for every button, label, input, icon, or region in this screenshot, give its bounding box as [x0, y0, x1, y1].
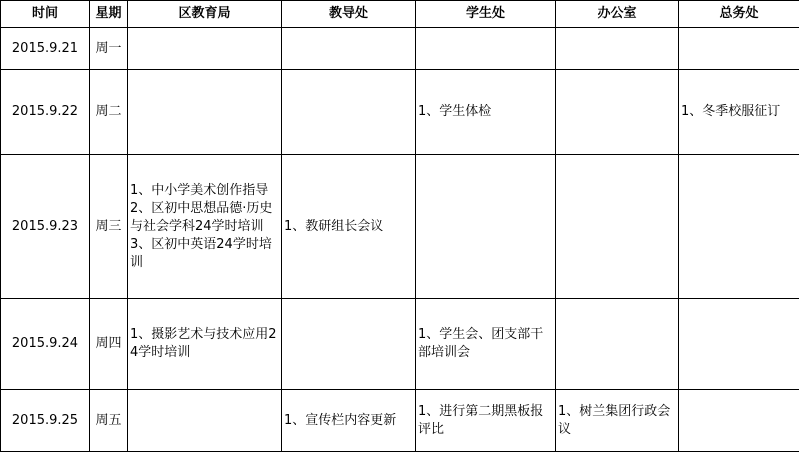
general-cell [679, 299, 799, 390]
office-cell [556, 70, 679, 155]
teaching-cell [282, 155, 416, 299]
header-admin-office: 办公室 [556, 1, 679, 28]
student-cell [416, 155, 556, 299]
district-cell [128, 28, 282, 70]
header-weekday: 星期 [90, 1, 128, 28]
weekday-cell: 周三 [90, 155, 128, 299]
district-cell [128, 299, 282, 390]
schedule-row [1, 390, 799, 452]
office-cell [556, 155, 679, 299]
district-cell [128, 155, 282, 299]
teaching-cell [282, 390, 416, 452]
teaching-cell [282, 70, 416, 155]
date-cell: 2015.9.22 [1, 70, 90, 155]
student-cell [416, 299, 556, 390]
student-cell [416, 70, 556, 155]
date-cell: 2015.9.24 [1, 299, 90, 390]
schedule-row [1, 28, 799, 70]
weekday-cell: 周一 [90, 28, 128, 70]
task-item: 1、进行第二期黑板报评比 [418, 403, 544, 437]
date-cell: 2015.9.23 [1, 155, 90, 299]
task-item: 1、学生会、团支部干部培训会 [418, 327, 544, 360]
date-cell: 2015.9.25 [1, 390, 90, 452]
header-district-bureau: 区教育局 [128, 1, 282, 28]
header-row [1, 1, 799, 28]
header-time: 时间 [1, 1, 90, 28]
general-cell [679, 28, 799, 70]
header-student-office: 学生处 [416, 1, 556, 28]
task-item: 1、学生体检 [418, 104, 492, 119]
task-item: 1、摄影艺术与技术应用24学时培训 [130, 327, 277, 360]
district-cell [128, 390, 282, 452]
teaching-cell [282, 28, 416, 70]
date-cell: 2015.9.21 [1, 28, 90, 70]
student-cell [416, 390, 556, 452]
header-teaching-office: 教导处 [282, 1, 416, 28]
office-cell [556, 299, 679, 390]
header-general-affairs: 总务处 [679, 1, 799, 28]
task-item: 1、教研组长会议 [284, 218, 384, 234]
general-cell [679, 70, 799, 155]
task-item: 1、宣传栏内容更新 [284, 412, 397, 428]
weekday-cell: 周五 [90, 390, 128, 452]
general-cell [679, 390, 799, 452]
teaching-cell [282, 299, 416, 390]
schedule-row [1, 155, 799, 299]
general-cell [679, 155, 799, 299]
office-cell [556, 28, 679, 70]
schedule-row [1, 299, 799, 390]
schedule-row [1, 70, 799, 155]
task-item: 1、树兰集团行政会议 [558, 403, 671, 437]
student-cell [416, 28, 556, 70]
office-cell [556, 390, 679, 452]
task-item: 2、区初中思想品德·历史与社会学科24学时培训 [130, 200, 273, 234]
weekday-cell: 周四 [90, 299, 128, 390]
task-item: 3、区初中英语24学时培训 [130, 236, 272, 270]
task-item: 1、中小学美术创作指导 [130, 182, 269, 198]
district-cell [128, 70, 282, 155]
task-item: 1、冬季校服征订 [681, 104, 781, 119]
weekday-cell: 周二 [90, 70, 128, 155]
